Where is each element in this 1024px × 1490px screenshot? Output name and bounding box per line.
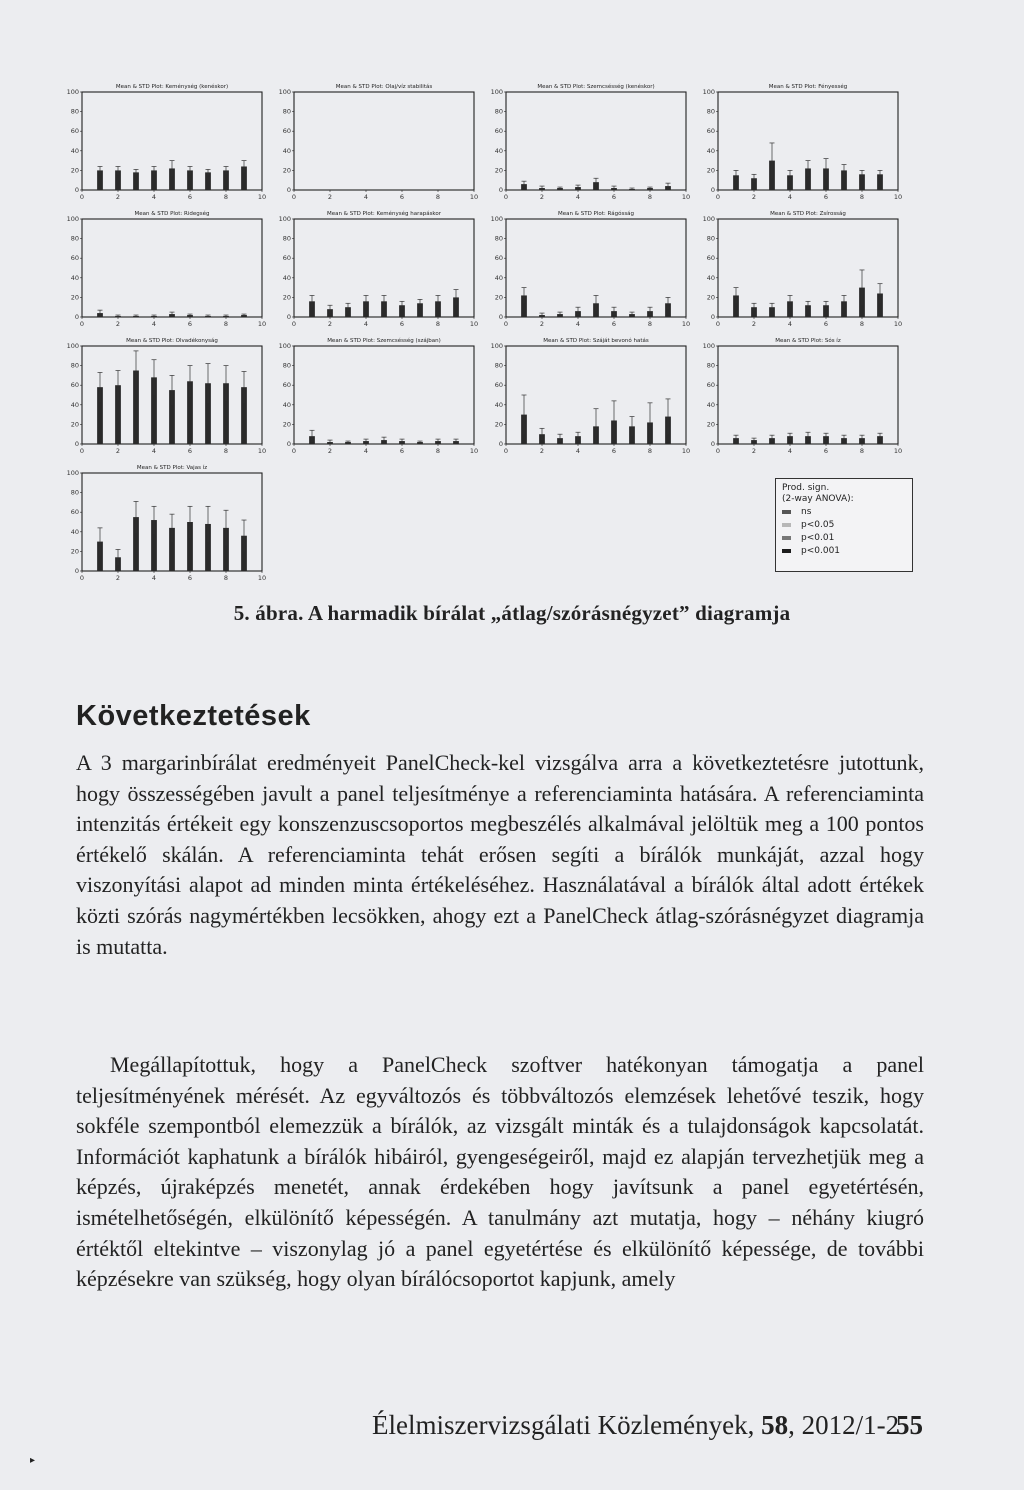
legend-swatch <box>782 549 791 553</box>
x-tick-label: 2 <box>539 447 545 455</box>
x-tick-label: 0 <box>503 320 509 328</box>
plot-frame <box>294 346 474 444</box>
x-tick-label: 8 <box>859 320 865 328</box>
x-tick-label: 2 <box>115 320 121 328</box>
y-tick-label: 40 <box>282 146 291 155</box>
x-tick-label: 4 <box>787 320 793 328</box>
x-tick-label: 6 <box>823 320 829 328</box>
y-tick-label: 60 <box>70 381 79 390</box>
y-tick-label: 20 <box>494 420 503 429</box>
section-heading: Következtetések <box>76 700 311 732</box>
y-tick-label: 0 <box>74 440 79 448</box>
legend-subtitle: (2-way ANOVA): <box>782 494 854 504</box>
x-tick-label: 10 <box>469 447 479 455</box>
x-tick-label: 8 <box>435 447 441 455</box>
legend-swatch <box>782 510 791 514</box>
plot-frame <box>82 219 262 317</box>
y-tick-label: 20 <box>494 293 503 302</box>
x-tick-label: 2 <box>751 193 757 201</box>
x-tick-label: 0 <box>503 193 509 201</box>
y-tick-label: 0 <box>286 440 291 448</box>
x-tick-label: 0 <box>291 447 297 455</box>
y-tick-label: 100 <box>278 88 291 96</box>
y-tick-label: 80 <box>70 361 79 370</box>
y-tick-label: 20 <box>70 166 79 175</box>
y-tick-label: 100 <box>278 342 291 350</box>
y-tick-label: 20 <box>706 293 715 302</box>
plot-frame <box>718 346 898 444</box>
chart-title: Mean & STD Plot: Ridegség <box>134 211 210 217</box>
bar-chart-svg <box>484 205 702 333</box>
bar-chart-svg <box>60 332 278 460</box>
x-tick-label: 0 <box>79 447 85 455</box>
y-tick-label: 100 <box>490 215 503 223</box>
y-tick-label: 60 <box>494 381 503 390</box>
x-tick-label: 4 <box>575 447 581 455</box>
y-tick-label: 40 <box>70 273 79 282</box>
y-tick-label: 40 <box>70 527 79 536</box>
x-tick-label: 4 <box>363 320 369 328</box>
bar-chart-svg <box>696 332 914 460</box>
small-bar-chart <box>60 332 278 460</box>
chart-title: Mean & STD Plot: Szemcsésség (szájban) <box>327 338 441 344</box>
chart-title: Mean & STD Plot: Keménység harapáskor <box>326 211 442 217</box>
bar-chart-svg <box>272 78 490 206</box>
y-tick-label: 100 <box>490 88 503 96</box>
x-tick-label: 6 <box>187 193 193 201</box>
y-tick-label: 0 <box>710 313 715 321</box>
x-tick-label: 4 <box>363 193 369 201</box>
x-tick-label: 0 <box>79 320 85 328</box>
x-tick-label: 6 <box>611 320 617 328</box>
x-tick-label: 8 <box>223 447 229 455</box>
x-tick-label: 4 <box>151 320 157 328</box>
x-tick-label: 4 <box>575 320 581 328</box>
x-tick-label: 8 <box>647 320 653 328</box>
chart-title: Mean & STD Plot: Szemcsésség (kenéskor) <box>537 84 655 90</box>
small-bar-chart <box>60 459 278 587</box>
legend <box>775 478 913 572</box>
x-tick-label: 2 <box>751 320 757 328</box>
y-tick-label: 40 <box>282 400 291 409</box>
bar-chart-svg <box>484 78 702 206</box>
x-tick-label: 10 <box>681 447 691 455</box>
y-tick-label: 20 <box>494 166 503 175</box>
page-number: 55 <box>896 1410 923 1440</box>
x-tick-label: 6 <box>399 320 405 328</box>
x-tick-label: 4 <box>151 447 157 455</box>
x-tick-label: 4 <box>787 447 793 455</box>
y-tick-label: 40 <box>706 273 715 282</box>
x-tick-label: 8 <box>223 193 229 201</box>
x-tick-label: 2 <box>327 320 333 328</box>
x-tick-label: 2 <box>115 447 121 455</box>
paragraph-1: A 3 margarinbírálat eredményeit PanelCheck-kel vizsgálva arra a következtetésre jutottunk, hogy összességében javult a panel teljesítménye a referenciaminta hatására. A referenciaminta intenzitás értékeit egy konszenzuscsoportos megbeszélés alkalmával jelöltük meg a 100 pontos értékelő skálán. A referenciaminta tehát erősen segíti a bírálók munkáját, azzal hogy viszonyítási alapot ad minden minta értékeléséhez. Használatával a bírálók által adott értékek közti szórás nagymértékben lecsökken, ahogy ezt a PanelCheck átlag-szórásnégyzet diagramja is mutatta. <box>76 750 924 959</box>
x-tick-label: 8 <box>859 447 865 455</box>
journal-issue: , 2012/1-2 <box>788 1410 900 1440</box>
small-bar-chart <box>696 332 914 460</box>
small-bar-chart <box>272 78 490 206</box>
bar-chart-svg <box>60 205 278 333</box>
y-tick-label: 100 <box>490 342 503 350</box>
x-tick-label: 10 <box>257 193 267 201</box>
small-bar-chart <box>272 332 490 460</box>
journal-volume: 58 <box>761 1410 789 1440</box>
y-tick-label: 100 <box>66 215 79 223</box>
x-tick-label: 10 <box>257 447 267 455</box>
x-tick-label: 6 <box>399 447 405 455</box>
legend-label: p<0.01 <box>801 532 835 543</box>
x-tick-label: 0 <box>291 320 297 328</box>
x-tick-label: 10 <box>893 193 903 201</box>
bar-chart-svg <box>484 332 702 460</box>
y-tick-label: 100 <box>702 88 715 96</box>
y-tick-label: 100 <box>66 88 79 96</box>
chart-title: Mean & STD Plot: Fényesség <box>768 84 848 90</box>
small-bar-chart <box>696 78 914 206</box>
chart-title: Mean & STD Plot: Zsírosság <box>770 211 846 217</box>
x-tick-label: 0 <box>291 193 297 201</box>
y-tick-label: 80 <box>70 488 79 497</box>
legend-swatch <box>782 523 791 527</box>
y-tick-label: 60 <box>494 254 503 263</box>
x-tick-label: 10 <box>257 320 267 328</box>
bar-chart-svg <box>696 205 914 333</box>
plot-frame <box>294 92 474 190</box>
legend-item <box>782 505 906 518</box>
journal-footer <box>372 1410 899 1441</box>
x-tick-label: 10 <box>257 574 267 582</box>
y-tick-label: 0 <box>74 186 79 194</box>
y-tick-label: 60 <box>282 254 291 263</box>
y-tick-label: 80 <box>494 234 503 243</box>
x-tick-label: 2 <box>115 574 121 582</box>
y-tick-label: 60 <box>70 254 79 263</box>
small-bar-chart <box>60 205 278 333</box>
x-tick-label: 2 <box>327 447 333 455</box>
y-tick-label: 0 <box>74 313 79 321</box>
x-tick-label: 8 <box>647 193 653 201</box>
margin-mark: ▸ <box>30 1455 36 1466</box>
bar-chart-svg <box>696 78 914 206</box>
y-tick-label: 40 <box>706 146 715 155</box>
y-tick-label: 20 <box>70 420 79 429</box>
y-tick-label: 0 <box>710 186 715 194</box>
y-tick-label: 80 <box>282 361 291 370</box>
x-tick-label: 6 <box>611 447 617 455</box>
x-tick-label: 6 <box>823 193 829 201</box>
x-tick-label: 8 <box>223 320 229 328</box>
legend-label: p<0.05 <box>801 519 835 530</box>
y-tick-label: 20 <box>70 293 79 302</box>
x-tick-label: 6 <box>823 447 829 455</box>
chart-title: Mean & STD Plot: Száját bevonó hatás <box>543 338 649 344</box>
chart-title: Mean & STD Plot: Sós íz <box>775 338 841 344</box>
x-tick-label: 2 <box>539 320 545 328</box>
small-bar-chart <box>272 205 490 333</box>
x-tick-label: 10 <box>893 320 903 328</box>
y-tick-label: 60 <box>494 127 503 136</box>
y-tick-label: 0 <box>498 313 503 321</box>
y-tick-label: 20 <box>282 420 291 429</box>
x-tick-label: 6 <box>399 193 405 201</box>
y-tick-label: 60 <box>706 254 715 263</box>
chart-title: Mean & STD Plot: Vajas íz <box>136 465 208 471</box>
x-tick-label: 0 <box>715 193 721 201</box>
y-tick-label: 80 <box>282 107 291 116</box>
bar-chart-svg <box>60 459 278 587</box>
y-tick-label: 100 <box>66 469 79 477</box>
legend-swatch <box>782 536 791 540</box>
small-bar-chart <box>484 332 702 460</box>
small-bar-chart <box>484 205 702 333</box>
chart-title: Mean & STD Plot: Rágósság <box>557 211 635 217</box>
x-tick-label: 10 <box>469 320 479 328</box>
small-bar-chart <box>484 78 702 206</box>
y-tick-label: 60 <box>70 508 79 517</box>
y-tick-label: 60 <box>706 127 715 136</box>
x-tick-label: 10 <box>893 447 903 455</box>
x-tick-label: 2 <box>539 193 545 201</box>
y-tick-label: 20 <box>706 166 715 175</box>
y-tick-label: 80 <box>706 234 715 243</box>
y-tick-label: 80 <box>70 234 79 243</box>
legend-title: Prod. sign. <box>782 483 830 493</box>
y-tick-label: 60 <box>282 127 291 136</box>
x-tick-label: 4 <box>151 193 157 201</box>
y-tick-label: 20 <box>282 166 291 175</box>
journal-name: Élelmiszervizsgálati Közlemények, <box>372 1410 762 1440</box>
y-tick-label: 100 <box>702 342 715 350</box>
paragraph-2: Megállapítottuk, hogy a PanelCheck szoftver hatékonyan támogatja a panel teljesítményének mérését. Az egyváltozós és többváltozós elemzések lehetővé teszik, hogy sokféle szempontból elemezzük a bírálók, az vizsgált minták és a tulajdonságok kapcsolatát. Információt kaphatunk a bírálók hibáiról, gyengeségeiről, majd ez alapján tervezhetjük meg a képzés, újraképzés menetét, annak érdekében hogy javítsunk a panel egyetértésén, ismételhetőségén, elkülönítő képességén. A tanulmány azt mutatja, hogy – néhány kiugró értéktől eltekintve – viszonylag jó a panel egyetértése és elkülönítő képessége, de további képzésekre van szükség, hogy olyan bírálócsoportot kapjunk, amely <box>76 1052 924 1292</box>
x-tick-label: 8 <box>435 320 441 328</box>
y-tick-label: 100 <box>278 215 291 223</box>
bar-chart-svg <box>60 78 278 206</box>
y-tick-label: 20 <box>282 293 291 302</box>
bar-chart-svg <box>272 332 490 460</box>
small-bar-chart <box>60 78 278 206</box>
y-tick-label: 40 <box>494 273 503 282</box>
y-tick-label: 0 <box>498 186 503 194</box>
y-tick-label: 80 <box>70 107 79 116</box>
y-tick-label: 60 <box>706 381 715 390</box>
y-tick-label: 40 <box>70 146 79 155</box>
x-tick-label: 0 <box>79 193 85 201</box>
chart-title: Mean & STD Plot: Olvadékonyság <box>126 338 218 344</box>
chart-title: Mean & STD Plot: Keménység (kenéskor) <box>115 84 229 90</box>
y-tick-label: 40 <box>706 400 715 409</box>
y-tick-label: 60 <box>70 127 79 136</box>
y-tick-label: 20 <box>70 547 79 556</box>
x-tick-label: 4 <box>787 193 793 201</box>
y-tick-label: 80 <box>706 107 715 116</box>
x-tick-label: 6 <box>187 320 193 328</box>
x-tick-label: 0 <box>503 447 509 455</box>
y-tick-label: 80 <box>706 361 715 370</box>
plot-frame <box>506 92 686 190</box>
y-tick-label: 80 <box>282 234 291 243</box>
x-tick-label: 4 <box>363 447 369 455</box>
y-tick-label: 20 <box>706 420 715 429</box>
x-tick-label: 10 <box>469 193 479 201</box>
y-tick-label: 40 <box>494 146 503 155</box>
y-tick-label: 0 <box>286 313 291 321</box>
x-tick-label: 2 <box>751 447 757 455</box>
y-tick-label: 0 <box>74 567 79 575</box>
legend-label: p<0.001 <box>801 545 841 556</box>
x-tick-label: 6 <box>611 193 617 201</box>
legend-item <box>782 531 906 544</box>
x-tick-label: 4 <box>575 193 581 201</box>
y-tick-label: 0 <box>498 440 503 448</box>
legend-item <box>782 544 906 557</box>
x-tick-label: 4 <box>151 574 157 582</box>
x-tick-label: 0 <box>79 574 85 582</box>
x-tick-label: 8 <box>647 447 653 455</box>
small-bar-chart <box>696 205 914 333</box>
y-tick-label: 40 <box>70 400 79 409</box>
x-tick-label: 0 <box>715 320 721 328</box>
x-tick-label: 10 <box>681 320 691 328</box>
x-tick-label: 6 <box>187 447 193 455</box>
legend-item <box>782 518 906 531</box>
chart-title: Mean & STD Plot: Olaj/víz stabilitás <box>335 84 433 90</box>
y-tick-label: 80 <box>494 107 503 116</box>
x-tick-label: 2 <box>115 193 121 201</box>
x-tick-label: 8 <box>859 193 865 201</box>
x-tick-label: 2 <box>327 193 333 201</box>
y-tick-label: 40 <box>494 400 503 409</box>
legend-label: ns <box>801 506 812 517</box>
y-tick-label: 0 <box>286 186 291 194</box>
x-tick-label: 10 <box>681 193 691 201</box>
y-tick-label: 80 <box>494 361 503 370</box>
y-tick-label: 40 <box>282 273 291 282</box>
x-tick-label: 6 <box>187 574 193 582</box>
bar-chart-svg <box>272 205 490 333</box>
y-tick-label: 100 <box>702 215 715 223</box>
y-tick-label: 100 <box>66 342 79 350</box>
y-tick-label: 60 <box>282 381 291 390</box>
x-tick-label: 8 <box>435 193 441 201</box>
x-tick-label: 0 <box>715 447 721 455</box>
y-tick-label: 0 <box>710 440 715 448</box>
figure-caption: 5. ábra. A harmadik bírálat „átlag/szórásnégyzet” diagramja <box>233 601 791 625</box>
x-tick-label: 8 <box>223 574 229 582</box>
